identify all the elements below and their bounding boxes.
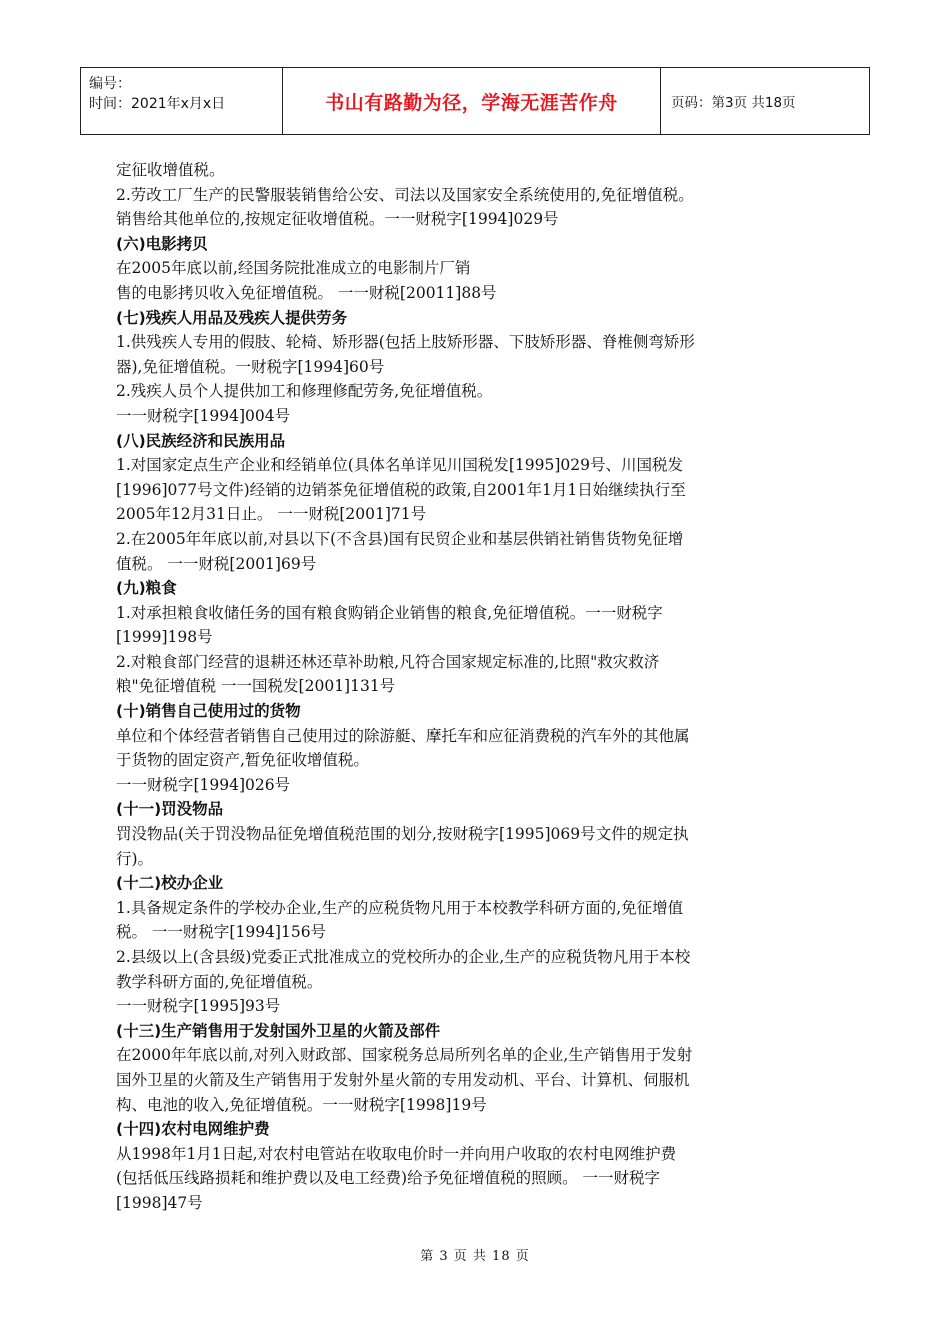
document-time: 时间：2021年x月x日 [89, 96, 226, 112]
body-line: 国外卫星的火箭及生产销售用于发射外星火箭的专用发动机、平台、计算机、伺服机 [116, 1070, 690, 1089]
body-line: 2.县级以上(含县级)党委正式批准成立的党校所办的企业,生产的应税货物凡用于本校 [116, 948, 691, 966]
section-heading: (十三)生产销售用于发射国外卫星的火箭及部件 [116, 1021, 441, 1040]
section-heading: (十二)校办企业 [116, 874, 224, 893]
body-line: 粮"免征增值税 一一国税发[2001]131号 [116, 677, 396, 696]
header-meta [81, 68, 283, 134]
body-line: 单位和个体经营者销售自己使用过的除游艇、摩托车和应征消费税的汽车外的其他属 [116, 726, 690, 745]
body-line: 一一财税字[1995]93号 [116, 997, 281, 1016]
body-line: 一一财税字[1994]004号 [116, 406, 291, 425]
body-line: [1996]077号文件)经销的边销茶免征增值税的政策,自2001年1月1日始继续执行至 [116, 480, 686, 499]
body-line: 于货物的固定资产,暂免征收增值税。 [116, 751, 369, 770]
body-line: 销售给其他单位的,按规定征收增值税。一一财税字[1994]029号 [116, 210, 559, 229]
document-body [116, 158, 846, 1216]
body-line: 罚没物品(关于罚没物品征免增值税范围的划分,按财税字[1995]069号文件的规定执 [116, 825, 689, 844]
body-line: 1.供残疾人专用的假肢、轮椅、矫形器(包括上肢矫形器、下肢矫形器、脊椎侧弯矫形 [116, 333, 695, 352]
body-line: 从1998年1月1日起,对农村电管站在收取电价时一并向用户收取的农村电网维护费 [116, 1144, 677, 1163]
body-line: 售的电影拷贝收入免征增值税。 一一财税[20011]88号 [116, 283, 497, 302]
body-line: [1999]198号 [116, 628, 213, 647]
body-line: [1998]47号 [116, 1193, 203, 1212]
body-line: 在2000年年底以前,对列入财政部、国家税务总局所列名单的企业,生产销售用于发射 [116, 1046, 693, 1065]
body-line: 2.残疾人员个人提供加工和修理修配劳务,免征增值税。 [116, 382, 493, 401]
body-line: 税。 一一财税字[1994]156号 [116, 923, 327, 942]
document-number-label: 编号： [89, 76, 131, 92]
page-header [80, 67, 870, 135]
body-line: 一一财税字[1994]026号 [116, 775, 291, 794]
body-line: 值税。 一一财税[2001]69号 [116, 554, 317, 573]
section-heading: (六)电影拷贝 [116, 234, 208, 253]
body-line: 定征收增值税。 [116, 161, 225, 179]
body-line: 器),免征增值税。一财税字[1994]60号 [116, 357, 385, 376]
page-footer: 第 3 页 共 18 页 [420, 1249, 530, 1264]
body-line: 2.劳改工厂生产的民警服装销售给公安、司法以及国家安全系统使用的,免征增值税。 [116, 185, 694, 204]
body-line: 1.对国家定点生产企业和经销单位(具体名单详见川国税发[1995]029号、川国税发 [116, 456, 683, 475]
body-line: 2.在2005年年底以前,对县以下(不含县)国有民贸企业和基层供销社销售货物免征增 [116, 529, 684, 548]
body-line: 在2005年底以前,经国务院批准成立的电影制片厂销 [116, 259, 471, 278]
section-heading: (十一)罚没物品 [116, 800, 224, 819]
body-line: 2.对粮食部门经营的退耕还林还草补助粮,凡符合国家规定标准的,比照"救灾救济 [116, 652, 660, 671]
body-line: 1.对承担粮食收储任务的国有粮食购销企业销售的粮食,免征增值税。一一财税字 [116, 603, 663, 622]
body-line: 2005年12月31日止。 一一财税[2001]71号 [116, 505, 427, 524]
body-line: 教学科研方面的,免征增值税。 [116, 972, 323, 991]
body-line: 构、电池的收入,免征增值税。一一财税字[1998]19号 [116, 1095, 487, 1114]
body-line: 行)。 [116, 849, 154, 868]
section-heading: (十)销售自己使用过的货物 [116, 702, 301, 721]
section-heading: (七)残疾人用品及残疾人提供劳务 [116, 308, 348, 327]
body-line: 1.具备规定条件的学校办企业,生产的应税货物凡用于本校教学科研方面的,免征增值 [116, 898, 684, 917]
header-page-info: 页码：第3页 共18页 [671, 95, 796, 111]
section-heading: (九)粮食 [116, 579, 177, 598]
section-heading: (十四)农村电网维护费 [116, 1120, 270, 1139]
section-heading: (八)民族经济和民族用品 [116, 431, 286, 450]
header-motto: 书山有路勤为径，学海无涯苦作舟 [283, 68, 661, 134]
body-line: (包括低压线路损耗和维护费以及电工经费)给予免征增值税的照顾。 一一财税字 [116, 1169, 661, 1188]
